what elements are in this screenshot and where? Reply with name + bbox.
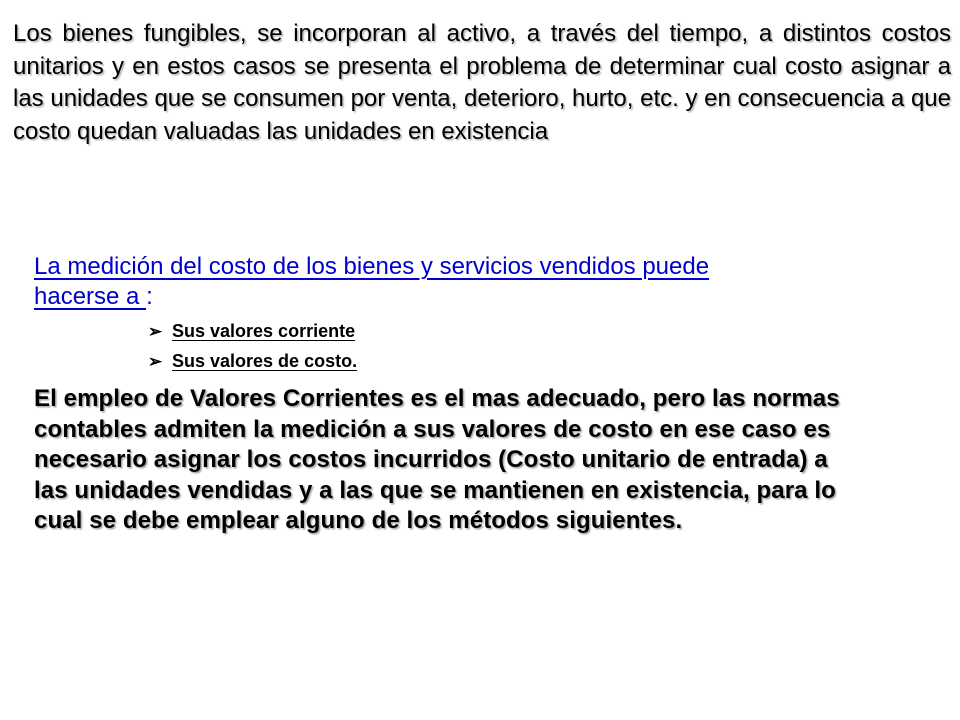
- body-paragraph: El empleo de Valores Corrientes es el mas adecuado, pero las normas contables admiten la medición a sus valores de costo en ese caso es necesario asignar los costos incurridos (Costo unitario de entrada) a las unidades vendidas y a las que se mantienen en existencia, para lo cual se debe emplear alguno de los métodos siguientes.: [34, 385, 840, 534]
- heading-colon: :: [146, 283, 153, 310]
- section-heading: [34, 252, 794, 312]
- list-item: [148, 346, 357, 376]
- arrow-bullet-icon: ➢: [148, 321, 163, 341]
- heading-link[interactable]: La medición del costo de los bienes y servicios vendidos puede hacerse a: [34, 253, 710, 310]
- arrow-bullet-icon: ➢: [148, 351, 163, 371]
- intro-paragraph: Los bienes fungibles, se incorporan al activo, a través del tiempo, a distintos costos unitarios y en estos casos se presenta el problema de determinar cual costo asignar a las unidades que se consumen por venta, deterioro, hurto, etc. y en consecuencia a que costo quedan valuadas las unidades en existencia: [13, 20, 951, 145]
- list-item: [148, 316, 357, 346]
- bullet-text-valores-costo: Sus valores de costo.: [172, 350, 358, 371]
- bullet-text-valores-corriente: Sus valores corriente: [172, 320, 356, 341]
- bullet-list: [148, 316, 357, 376]
